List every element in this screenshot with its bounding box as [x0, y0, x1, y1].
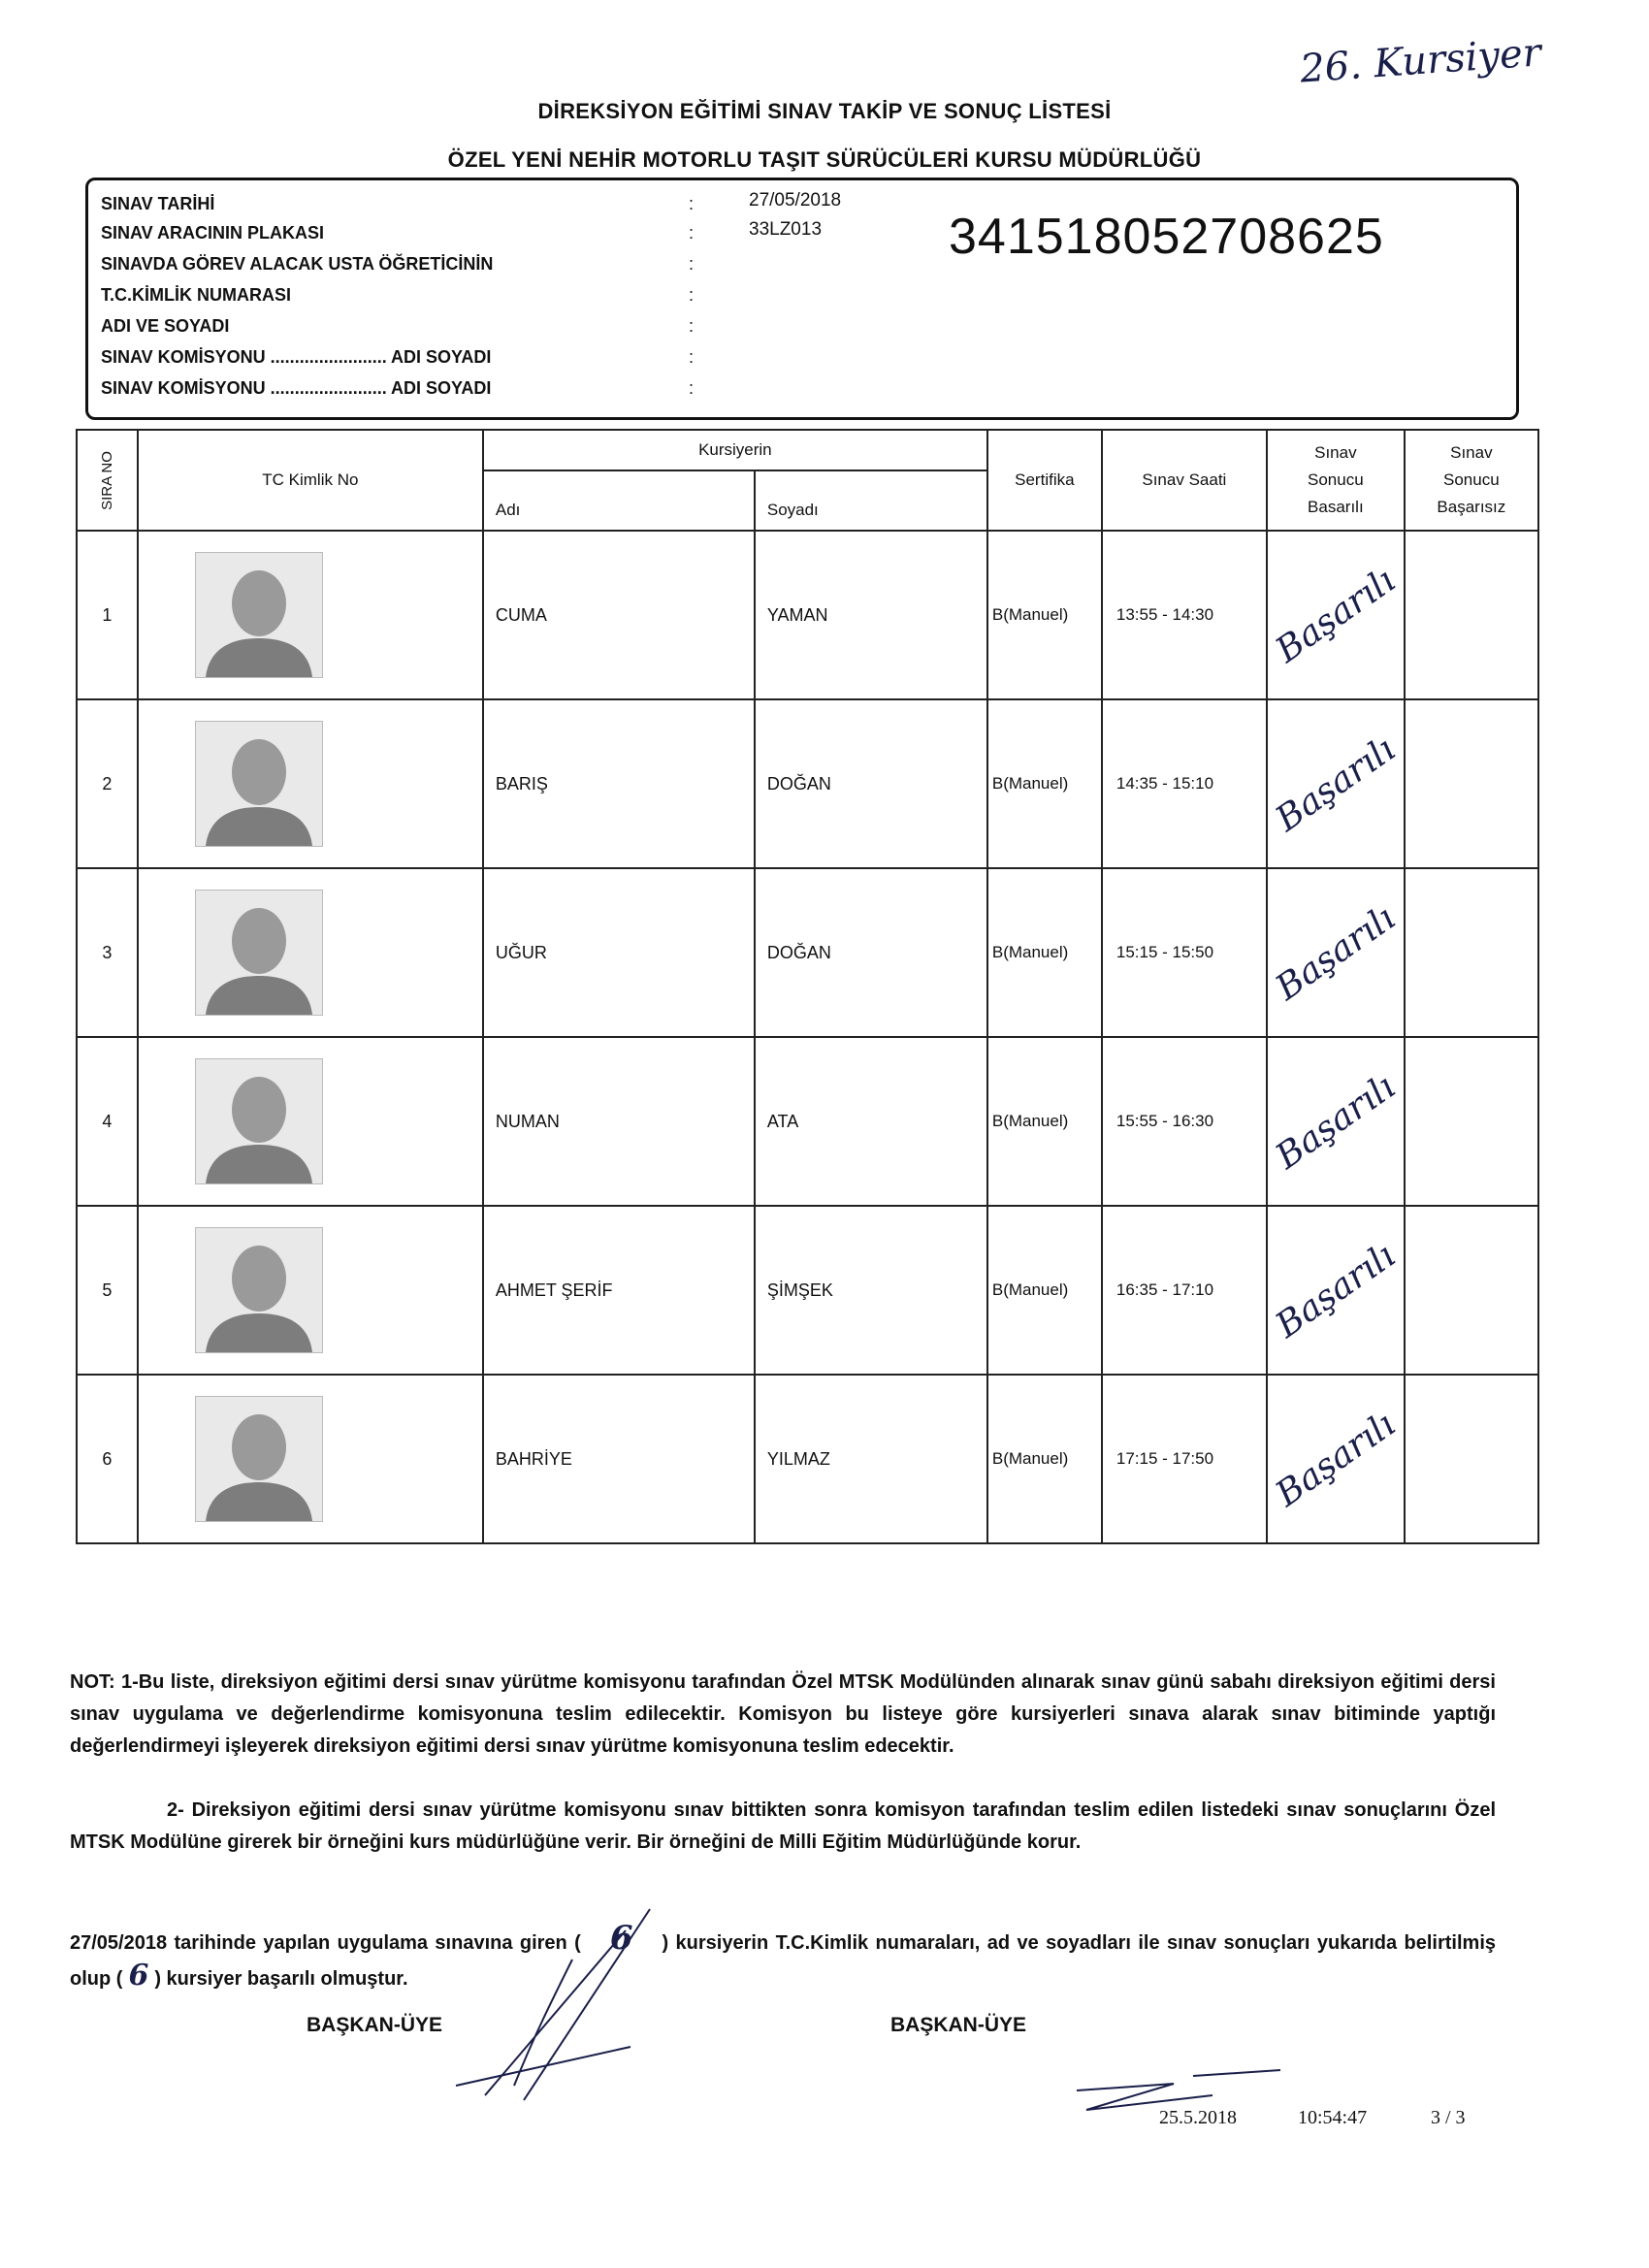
info-label: ADI VE SOYADI [101, 316, 230, 336]
table-row [77, 699, 1538, 868]
result-failed [1405, 1037, 1538, 1206]
signature-scribble-left [427, 1901, 660, 2105]
note-paragraph-1: NOT: 1-Bu liste, direksiyon eğitimi dersi sınav yürütme komisyonu tarafından Özel MTSK Modülünden alınarak sınav günü sabahı direksiyon eğitimi dersi sınav uygulama ve değerlendirme komisyonuna teslim edilecektir. Komisyon bu listeye göre kursiyerleri sınava alarak sınav bitiminde yaptığı değerlendirmeyi işleyerek direksiyon eğitimi dersi sınav yürütme komisyonuna teslim edecektir. [70, 1671, 1496, 1757]
last-name: YAMAN [755, 531, 987, 699]
certificate: B(Manuel) [987, 699, 1102, 868]
result-passed [1267, 1206, 1405, 1375]
header-tc-kimlik: TC Kimlik No [138, 430, 483, 531]
candidate-photo [195, 1227, 323, 1353]
info-label: SINAV KOMİSYONU ........................ ADI SOYADI [101, 378, 492, 398]
person-silhouette-icon [196, 1059, 322, 1183]
row-number: 3 [77, 868, 138, 1037]
institution-title: ÖZEL YENİ NEHİR MOTORLU TAŞIT SÜRÜCÜLERİ KURSU MÜDÜRLÜĞÜ [447, 147, 1202, 172]
info-colon: : [689, 223, 695, 243]
photo-cell [138, 699, 483, 868]
exam-time: 17:15 - 17:50 [1102, 1375, 1267, 1543]
info-colon: : [689, 254, 695, 274]
photo-cell [138, 1375, 483, 1543]
first-name: NUMAN [483, 1037, 755, 1206]
table-row [77, 531, 1538, 699]
info-label: SINAV KOMİSYONU ........................ ADI SOYADI [101, 347, 492, 367]
result-passed [1267, 1037, 1405, 1206]
certificate: B(Manuel) [987, 1206, 1102, 1375]
result-statement: 27/05/2018 tarihinde yapılan uygulama sınavına giren ( 6 ) kursiyerin T.C.Kimlik numaraları, ad ve soyadları ile sınav sonuçları yukarıda belirtilmiş olup ( 6 ) kursiyer başarılı olmuştur. [70, 1919, 1496, 1993]
first-name: AHMET ŞERİF [483, 1206, 755, 1375]
info-colon: : [689, 285, 695, 305]
handwritten-result: Başarılı [1268, 897, 1403, 1008]
last-name: YILMAZ [755, 1375, 987, 1543]
photo-cell [138, 1037, 483, 1206]
handwritten-count-1: 6 [609, 1919, 633, 1958]
header-sonuc-basarili: Sınav Sonucu Basarılı [1267, 430, 1405, 531]
candidate-photo [195, 890, 323, 1016]
result-passed [1267, 868, 1405, 1037]
handwritten-result: Başarılı [1268, 729, 1403, 839]
first-name: UĞUR [483, 868, 755, 1037]
first-name: BAHRİYE [483, 1375, 755, 1543]
info-label: SINAVDA GÖREV ALACAK USTA ÖĞRETİCİNİN [101, 254, 494, 274]
header-sinav-saati: Sınav Saati [1102, 430, 1267, 531]
first-name: BARIŞ [483, 699, 755, 868]
header-adi: Adı [483, 470, 755, 531]
document-title: DİREKSİYON EĞİTİMİ SINAV TAKİP VE SONUÇ LİSTESİ [537, 99, 1112, 123]
exam-time: 15:15 - 15:50 [1102, 868, 1267, 1037]
corner-handwritten-note: 26. Kursiyer [1298, 30, 1543, 92]
last-name: ŞİMŞEK [755, 1206, 987, 1375]
table-row [77, 1037, 1538, 1206]
exam-time: 16:35 - 17:10 [1102, 1206, 1267, 1375]
person-silhouette-icon [196, 722, 322, 846]
last-name: ATA [755, 1037, 987, 1206]
candidate-table [76, 429, 1539, 1544]
info-label: SINAV TARİHİ [101, 194, 215, 213]
certificate: B(Manuel) [987, 531, 1102, 699]
handwritten-result: Başarılı [1268, 560, 1403, 670]
table-row [77, 1375, 1538, 1543]
signature-label-right: BAŞKAN-ÜYE [890, 2014, 1027, 2036]
info-label: T.C.KİMLİK NUMARASI [101, 285, 291, 305]
row-number: 4 [77, 1037, 138, 1206]
header-sira-no: SIRA NO [77, 430, 138, 531]
exam-time: 14:35 - 15:10 [1102, 699, 1267, 868]
info-value: 27/05/2018 [749, 190, 842, 211]
result-passed [1267, 1375, 1405, 1543]
table-row [77, 1206, 1538, 1375]
result-passed [1267, 699, 1405, 868]
row-number: 2 [77, 699, 138, 868]
signature-label-left: BAŞKAN-ÜYE [307, 2014, 443, 2036]
last-name: DOĞAN [755, 699, 987, 868]
person-silhouette-icon [196, 1397, 322, 1521]
exam-reference-number: 341518052708625 [949, 209, 1384, 265]
result-failed [1405, 699, 1538, 868]
person-silhouette-icon [196, 891, 322, 1015]
certificate: B(Manuel) [987, 1375, 1102, 1543]
result-failed [1405, 531, 1538, 699]
candidate-photo [195, 552, 323, 678]
exam-time: 15:55 - 16:30 [1102, 1037, 1267, 1206]
result-passed [1267, 531, 1405, 699]
table-row [77, 868, 1538, 1037]
info-colon: : [689, 194, 695, 213]
handwritten-result: Başarılı [1268, 1235, 1403, 1345]
last-name: DOĞAN [755, 868, 987, 1037]
handwritten-result: Başarılı [1268, 1404, 1403, 1514]
footer-date: 25.5.2018 [1159, 2107, 1237, 2128]
candidate-photo [195, 1396, 323, 1522]
result-failed [1405, 1375, 1538, 1543]
footer-time: 10:54:47 [1298, 2107, 1368, 2128]
header-kursiyerin: Kursiyerin [483, 430, 987, 470]
footer-page: 3 / 3 [1431, 2107, 1466, 2128]
header-sonuc-basarisiz: Sınav Sonucu Başarısız [1405, 430, 1538, 531]
handwritten-result: Başarılı [1268, 1066, 1403, 1177]
info-label: SINAV ARACININ PLAKASI [101, 223, 325, 243]
header-sertifika: Sertifika [987, 430, 1102, 531]
first-name: CUMA [483, 531, 755, 699]
info-colon: : [689, 378, 695, 398]
result-failed [1405, 1206, 1538, 1375]
result-failed [1405, 868, 1538, 1037]
row-number: 1 [77, 531, 138, 699]
photo-cell [138, 531, 483, 699]
photo-cell [138, 868, 483, 1037]
handwritten-count-2: 6 [128, 1959, 149, 1993]
person-silhouette-icon [196, 553, 322, 677]
certificate: B(Manuel) [987, 1037, 1102, 1206]
certificate: B(Manuel) [987, 868, 1102, 1037]
info-colon: : [689, 316, 695, 336]
row-number: 5 [77, 1206, 138, 1375]
row-number: 6 [77, 1375, 138, 1543]
note-paragraph-2: 2- Direksiyon eğitimi dersi sınav yürütme komisyonu sınav bittikten sonra komisyon tarafından teslim edilen listedeki sınav sonuçlarını Özel MTSK Modülüne girerek bir örneğini kurs müdürlüğüne verir. Bir örneğini de Milli Eğitim Müdürlüğünde korur. [70, 1799, 1496, 1853]
photo-cell [138, 1206, 483, 1375]
person-silhouette-icon [196, 1228, 322, 1352]
info-value: 33LZ013 [749, 219, 823, 240]
candidate-photo [195, 721, 323, 847]
header-soyadi: Soyadı [755, 470, 987, 531]
info-colon: : [689, 347, 695, 367]
exam-time: 13:55 - 14:30 [1102, 531, 1267, 699]
candidate-photo [195, 1058, 323, 1184]
